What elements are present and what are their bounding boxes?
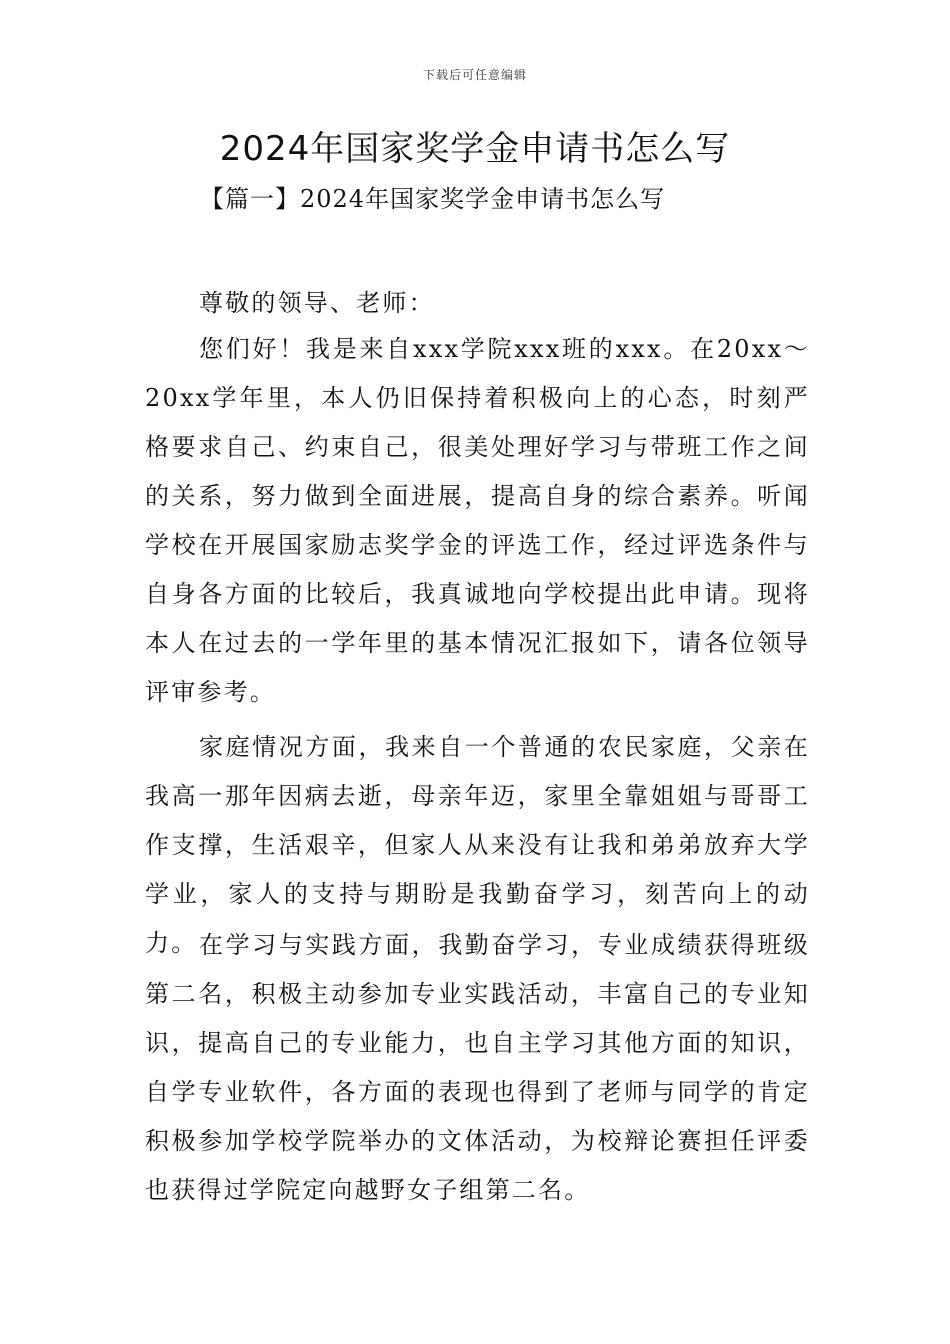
- section-subtitle: 【篇一】2024年国家奖学金申请书怎么写: [200, 185, 666, 213]
- document-title: 2024年国家奖学金申请书怎么写: [219, 129, 731, 169]
- paragraph-study-practice: 在学习与实践方面，我勤奋学习，专业成绩获得班级第二名，积极主动参加专业实践活动，丰富自己的专业知识，提高自己的专业能力，也自主学习其他方面的知识，自学专业软件，各方面的表现也得到了老师与同学的肯定积极参加学校学院举办的文体活动，为校辩论赛担任评委也获得过学院定向越野女子组第二名。: [145, 931, 810, 1204]
- paragraph-introduction: 您们好！我是来自xxx学院xxx班的xxx。在20xx～20xx学年里，本人仍旧保持着积极向上的心态，时刻严格要求自己、约束自己，很美处理好学习与带班工作之间的关系，努力做到全面进展，提高自身的综合素养。听闻学校在开展国家励志奖学金的评选工作，经过评选条件与自身各方面的比较后，我真诚地向学校提出此申请。现将本人在过去的一学年里的基本情况汇报如下，请各位领导评审参考。: [145, 335, 810, 706]
- salutation: 尊敬的领导、老师：: [199, 289, 435, 317]
- paragraph-family: 家庭情况方面，我来自一个普通的农民家庭，父亲在我高一那年因病去逝，母亲年迈，家里全靠姐姐与哥哥工作支撑，生活艰辛，但家人从来没有让我和弟弟放弃大学学业，家人的支持与期盼是我勤奋学习，刻苦向上的动力。: [145, 733, 810, 957]
- page-header-note: 下载后可任意编辑: [422, 68, 527, 82]
